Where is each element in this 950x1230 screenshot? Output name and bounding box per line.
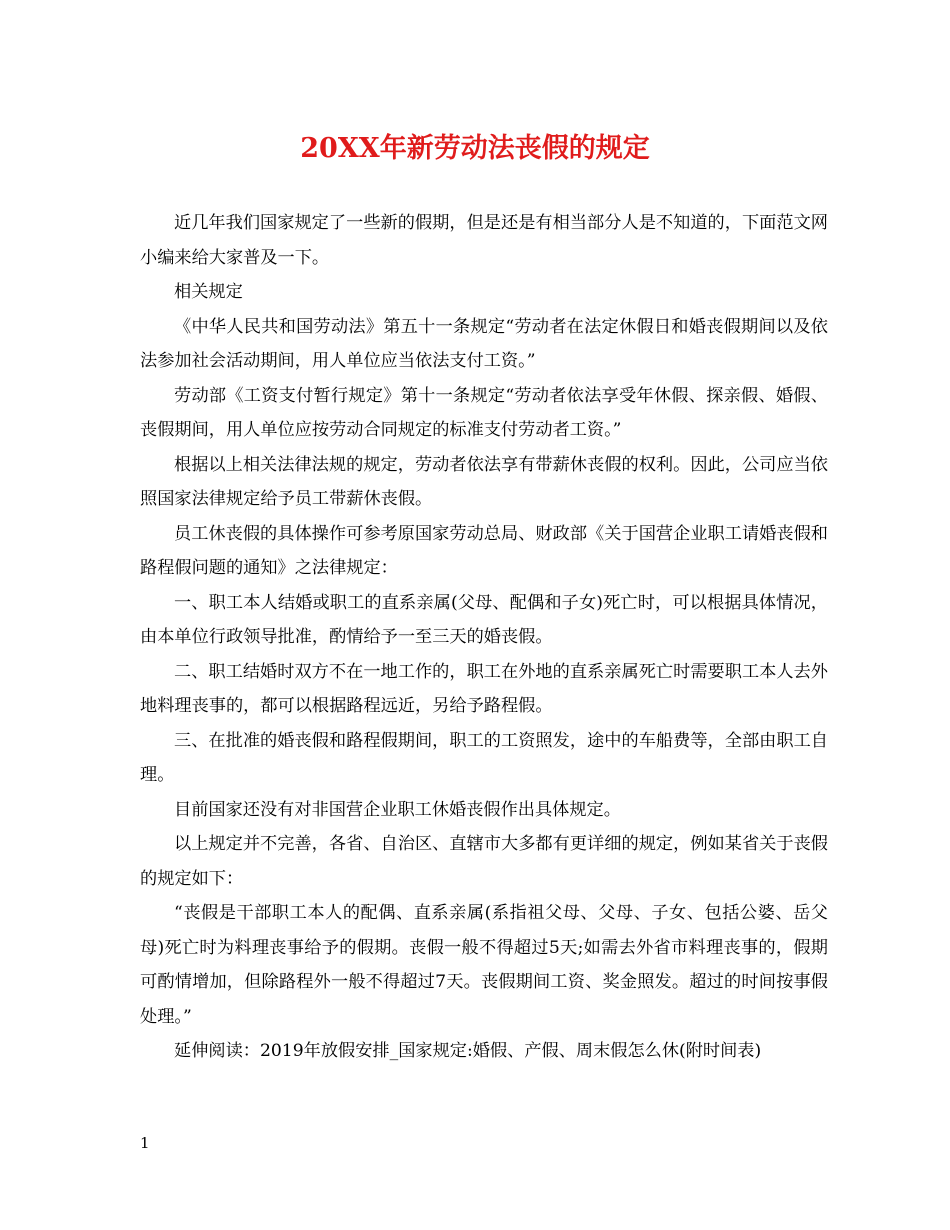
paragraph: 二、职工结婚时双方不在一地工作的，职工在外地的直系亲属死亡时需要职工本人去外地料理丧事的，都可以根据路程远近，另给予路程假。 xyxy=(140,661,828,716)
paragraph: 目前国家还没有对非国营企业职工休婚丧假作出具体规定。 xyxy=(174,799,621,820)
document-body xyxy=(140,206,828,1069)
paragraph: 员工休丧假的具体操作可参考原国家劳动总局、财政部《关于国营企业职工请婚丧假和路程假问题的通知》之法律规定： xyxy=(140,523,828,578)
paragraph: 劳动部《工资支付暂行规定》第十一条规定“劳动者依法享受年休假、探亲假、婚假、丧假期间，用人单位应按劳动合同规定的标准支付劳动者工资。” xyxy=(140,385,828,440)
paragraph: 三、在批准的婚丧假和路程假期间，职工的工资照发，途中的车船费等，全部由职工自理。 xyxy=(140,730,828,785)
paragraph: 一、职工本人结婚或职工的直系亲属(父母、配偶和子女)死亡时，可以根据具体情况，由本单位行政领导批准，酌情给予一至三天的婚丧假。 xyxy=(140,592,828,647)
section-heading: 相关规定 xyxy=(174,282,243,302)
paragraph: 根据以上相关法律法规的规定，劳动者依法享有带薪休丧假的权利。因此，公司应当依照国家法律规定给予员工带薪休丧假。 xyxy=(140,454,828,509)
paragraph: 以上规定并不完善，各省、自治区、直辖市大多都有更详细的规定，例如某省关于丧假的规定如下： xyxy=(140,834,828,889)
quoted-paragraph: “丧假是干部职工本人的配偶、直系亲属(系指祖父母、父母、子女、包括公婆、岳父母)死亡时为料理丧事给予的假期。丧假一般不得超过5天;如需去外省市料理丧事的，假期可酌情增加，但除路程外一般不得超过7天。丧假期间工资、奖金照发。超过的时间按事假处理。” xyxy=(140,903,828,1027)
paragraph: 近几年我们国家规定了一些新的假期，但是还是有相当部分人是不知道的，下面范文网小编来给大家普及一下。 xyxy=(140,213,828,268)
page-number: 1 xyxy=(140,1134,150,1152)
paragraph: 《中华人民共和国劳动法》第五十一条规定“劳动者在法定休假日和婚丧假期间以及依法参加社会活动期间，用人单位应当依法支付工资。” xyxy=(140,316,828,371)
document-title: 20XX年新劳动法丧假的规定 xyxy=(300,133,650,164)
further-reading-paragraph: 延伸阅读：2019年放假安排_国家规定:婚假、产假、周末假怎么休(附时间表) xyxy=(174,1041,762,1061)
